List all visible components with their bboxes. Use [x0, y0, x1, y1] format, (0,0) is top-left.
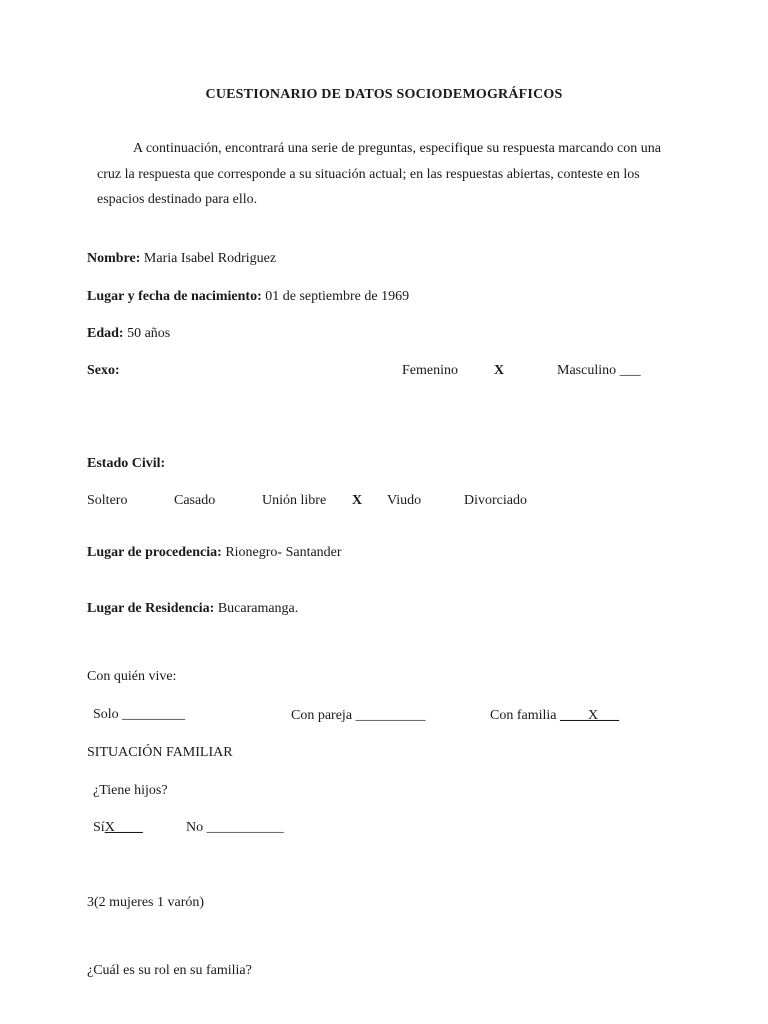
nacimiento-label: Lugar y fecha de nacimiento:	[87, 289, 262, 304]
con-quien-label: Con quién vive:	[87, 669, 177, 684]
hijos-no: No ___________	[186, 820, 284, 835]
residencia-row	[87, 601, 298, 618]
familia-answer: ____X___	[560, 708, 620, 723]
hijos-detalle: 3(2 mujeres 1 varón)	[87, 895, 205, 910]
con-quien-pareja: Con pareja __________	[291, 708, 426, 723]
hijos-si-label: Sí	[93, 820, 105, 835]
estado-civil-label: Estado Civil:	[87, 456, 166, 471]
estado-divorciado: Divorciado	[464, 493, 527, 508]
nacimiento-value: 01 de septiembre de 1969	[265, 289, 410, 304]
sexo-femenino: Femenino	[402, 363, 458, 378]
intro-paragraph	[97, 136, 677, 213]
estado-soltero: Soltero	[87, 493, 128, 508]
residencia-label: Lugar de Residencia:	[87, 601, 215, 616]
nombre-value: Maria Isabel Rodriguez	[143, 251, 277, 266]
estado-casado: Casado	[174, 493, 216, 508]
intro-text: A continuación, encontrará una serie de preguntas, especifique su respuesta marcando con una cruz la respuesta que corresponde a su situación actual; en las respuestas abiertas, conteste en los espacios destinado para ello.	[97, 141, 661, 207]
edad-row	[87, 326, 170, 343]
nacimiento-row	[87, 289, 409, 306]
hijos-question: ¿Tiene hijos?	[93, 783, 168, 798]
estado-union-libre: Unión libre	[262, 493, 327, 508]
edad-label: Edad:	[87, 326, 124, 341]
nombre-row	[87, 251, 276, 268]
sexo-femenino-mark: X	[494, 363, 505, 378]
procedencia-value: Rionegro- Santander	[225, 545, 342, 560]
rol-question: ¿Cuál es su rol en su familia?	[87, 963, 252, 978]
form-title: CUESTIONARIO DE DATOS SOCIODEMOGRÁFICOS	[205, 87, 563, 102]
procedencia-row	[87, 545, 342, 562]
hijos-si-answer: X____	[104, 820, 143, 835]
con-quien-familia	[490, 708, 619, 725]
edad-value: 50 años	[127, 326, 171, 341]
nombre-label: Nombre:	[87, 251, 141, 266]
hijos-si	[93, 820, 143, 837]
situacion-familiar-heading: SITUACIÓN FAMILIAR	[87, 745, 233, 760]
residencia-value: Bucaramanga.	[217, 601, 299, 616]
familia-label: Con familia	[490, 708, 557, 723]
estado-viudo: Viudo	[387, 493, 422, 508]
procedencia-label: Lugar de procedencia:	[87, 545, 222, 560]
sexo-masculino: Masculino ___	[557, 363, 641, 378]
con-quien-solo: Solo _________	[93, 707, 186, 722]
estado-union-mark: X	[352, 493, 363, 508]
sexo-label: Sexo:	[87, 363, 120, 378]
